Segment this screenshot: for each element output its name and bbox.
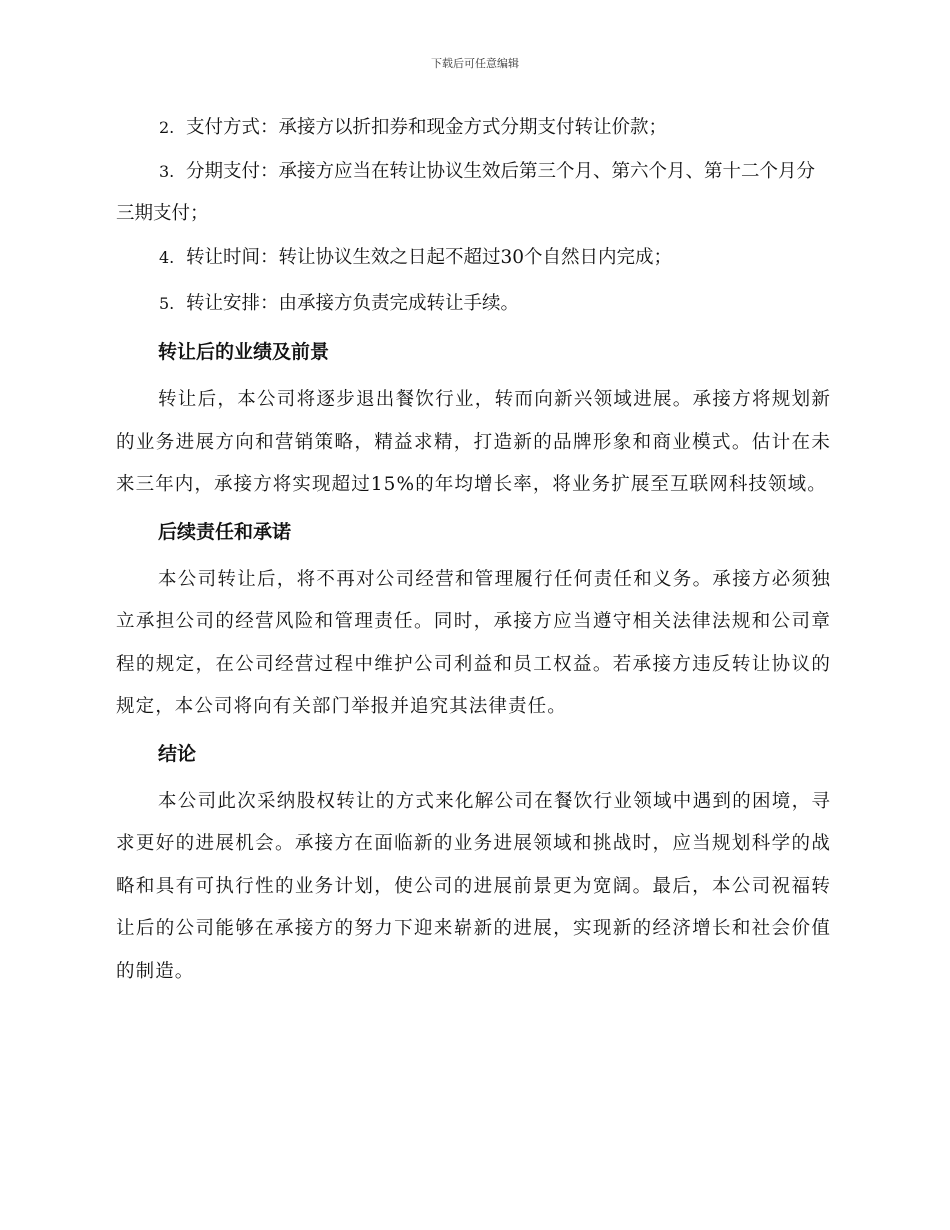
list-item-text: 分期支付：承接方应当在转让协议生效后第三个月、第六个月、第十二个月分三期支付； xyxy=(116,161,816,224)
section-heading: 后续责任和承诺 xyxy=(158,520,292,543)
document-body xyxy=(116,105,831,993)
section-paragraph: 本公司此次采纳股权转让的方式来化解公司在餐饮行业领域中遇到的困境，寻求更好的进展机会。承接方在面临新的业务进展领域和挑战时，应当规划科学的战略和具有可执行性的业务计划，使公司的进展前景更为宽阔。最后，本公司祝福转让后的公司能够在承接方的努力下迎来崭新的进展，实现新的经济增长和社会价值的制造。 xyxy=(116,790,831,982)
list-item-number: 2. xyxy=(159,118,175,137)
section-heading: 结论 xyxy=(158,742,197,765)
page-header: 下载后可任意编辑 xyxy=(431,57,519,70)
list-item-text: 转让安排：由承接方负责完成转让手续。 xyxy=(186,293,520,314)
list-item xyxy=(116,151,831,235)
section-paragraph: 本公司转让后，将不再对公司经营和管理履行任何责任和义务。承接方必须独立承担公司的经营风险和管理责任。同时，承接方应当遵守相关法律法规和公司章程的规定，在公司经营过程中维护公司利益和员工权益。若承接方违反转让协议的规定，本公司将向有关部门举报并追究其法律责任。 xyxy=(116,568,831,717)
list-item-number: 3. xyxy=(159,162,175,181)
list-item-text: 支付方式：承接方以折扣券和现金方式分期支付转让价款； xyxy=(186,117,668,138)
section-heading: 转让后的业绩及前景 xyxy=(158,341,330,363)
section-paragraph: 转让后，本公司将逐步退出餐饮行业，转而向新兴领域进展。承接方将规划新的业务进展方向和营销策略，精益求精，打造新的品牌形象和商业模式。估计在未来三年内，承接方将实现超过15%的年均增长率，将业务扩展至互联网科技领域。 xyxy=(116,389,831,495)
list-item-number: 4. xyxy=(159,248,175,267)
list-item xyxy=(116,281,831,327)
list-item-number: 5. xyxy=(159,294,175,313)
list-item xyxy=(116,235,831,281)
list-item-text: 转让时间：转让协议生效之日起不超过30个自然日内完成； xyxy=(186,247,673,268)
list-item xyxy=(116,105,831,151)
